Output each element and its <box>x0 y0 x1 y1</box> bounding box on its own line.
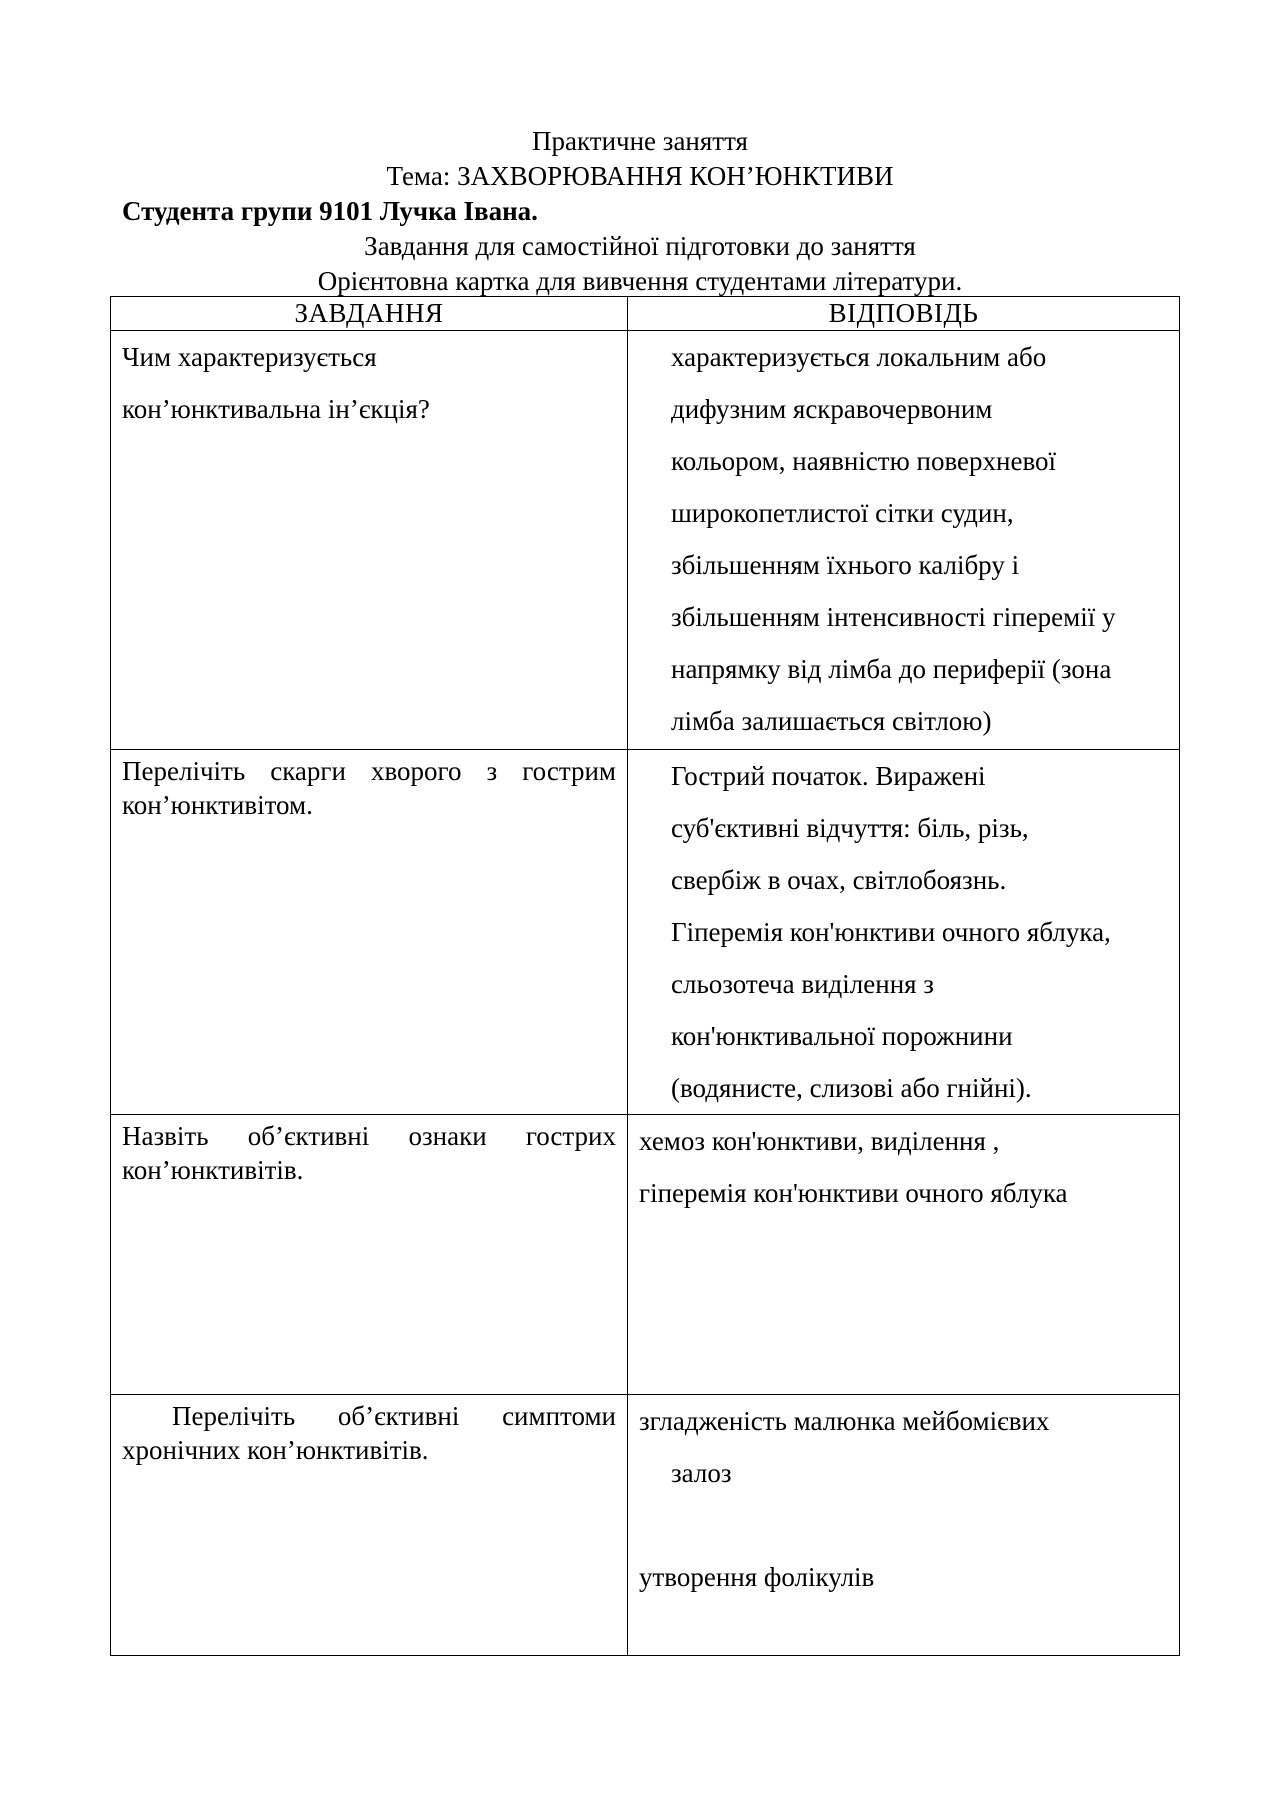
answer-line: суб'єктивні відчуття: біль, різь, <box>671 813 1029 843</box>
task-cell <box>111 1395 628 1656</box>
table-row <box>111 750 1180 1115</box>
answer-line: кольором, наявністю поверхневої <box>671 446 1057 476</box>
task-text: Перелічіть скарги хворого з гострим кон’юнктивітом. <box>122 756 616 820</box>
task-cell <box>111 1115 628 1395</box>
answer-line: збільшенням інтенсивності гіперемії у <box>671 602 1116 632</box>
answer-line: Гіперемія кон'юнктиви очного яблука, <box>671 917 1111 947</box>
answer-line: напрямку від лімба до периферії (зона <box>671 654 1112 684</box>
answer-text <box>628 750 1179 1114</box>
answer-line: утворення фолікулів <box>639 1562 875 1592</box>
answer-line: (водянисте, слизові або гнійні). <box>671 1073 1032 1103</box>
answer-line: гіперемія кон'юнктиви очного яблука <box>639 1178 1068 1208</box>
assignment-line: Завдання для самостійної підготовки до заняття <box>364 231 916 261</box>
task-line: Чим характеризується <box>122 342 377 372</box>
answer-text <box>628 1115 1179 1219</box>
table-row <box>111 331 1180 750</box>
table-header-row <box>111 297 1180 331</box>
orientation-card-table <box>110 296 1180 1656</box>
task-text: Назвіть об’єктивні ознаки гострих кон’юнктивітів. <box>122 1121 616 1185</box>
answer-line: залоз <box>671 1458 732 1488</box>
answer-line: кон'юнктивальної порожнини <box>671 1021 1013 1051</box>
answer-text <box>628 1395 1179 1603</box>
table-row <box>111 1115 1180 1395</box>
table-row <box>111 1395 1180 1656</box>
answer-cell <box>628 750 1180 1115</box>
topic-line: Тема: ЗАХВОРЮВАННЯ КОН’ЮНКТИВИ <box>386 161 894 191</box>
task-text <box>111 331 627 435</box>
answer-line: свербіж в очах, світлобоязнь. <box>671 865 1007 895</box>
task-text: Перелічіть об’єктивні симптоми хронічних кон’юнктивітів. <box>122 1401 616 1465</box>
student-line: Студента групи 9101 Лучка Івана. <box>122 196 538 226</box>
card-title-line: Орієнтовна картка для вивчення студентами літератури. <box>317 266 963 296</box>
answer-line: хемоз кон'юнктиви, виділення , <box>639 1126 1000 1156</box>
answer-cell <box>628 331 1180 750</box>
answer-line: лімба залишається світлою) <box>671 706 992 736</box>
task-cell <box>111 331 628 750</box>
answer-line: Гострий початок. Виражені <box>671 761 986 791</box>
answer-text <box>628 331 1179 747</box>
answer-line: збільшенням їхнього калібру і <box>671 550 1020 580</box>
answer-cell <box>628 1115 1180 1395</box>
answer-cell <box>628 1395 1180 1656</box>
answer-line: згладженість малюнка мейбомієвих <box>639 1406 1050 1436</box>
answer-line: дифузним яскравочервоним <box>671 394 993 424</box>
header-cell-answer: ВІДПОВІДЬ <box>628 297 1180 331</box>
answer-line: сльозотеча виділення з <box>671 969 934 999</box>
answer-line: характеризується локальним або <box>671 342 1047 372</box>
document-title: Практичне заняття <box>532 126 748 156</box>
task-cell <box>111 750 628 1115</box>
header-cell-task: ЗАВДАННЯ <box>111 297 628 331</box>
answer-line-blank <box>639 1499 1167 1551</box>
answer-line: широкопетлистої сітки судин, <box>671 498 1014 528</box>
task-line: кон’юнктивальна ін’єкція? <box>122 394 430 424</box>
